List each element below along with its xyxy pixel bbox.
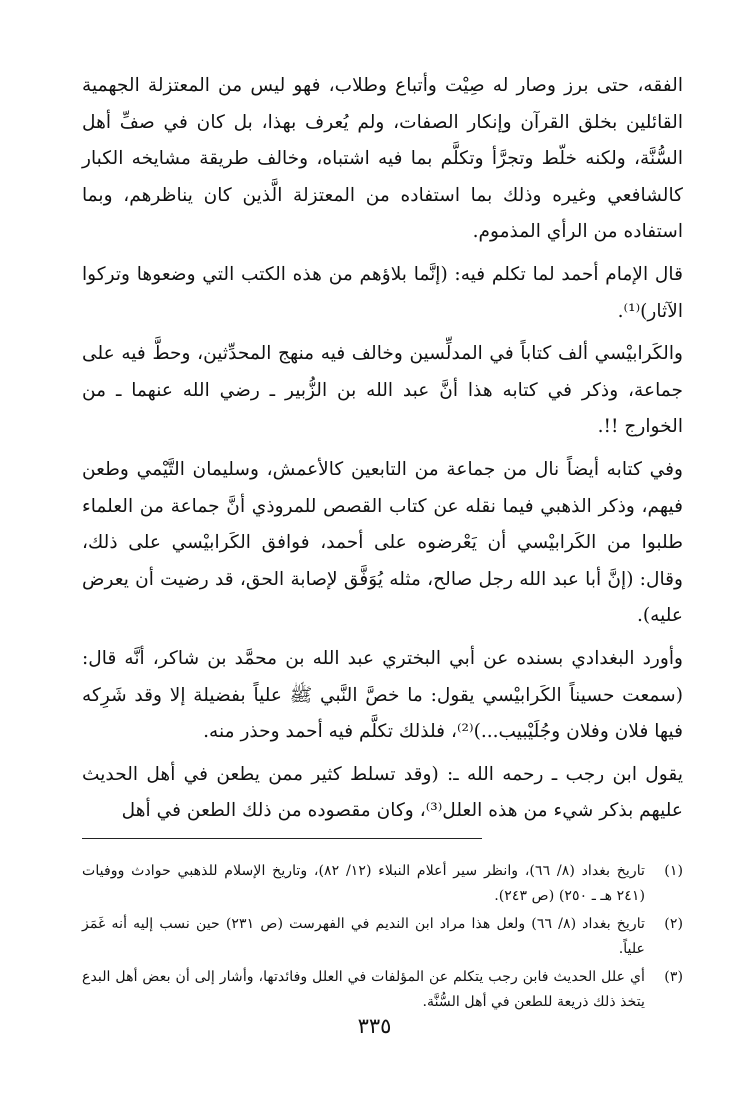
- footnote: [82, 912, 683, 962]
- footnote-divider: [82, 838, 482, 839]
- paragraph: يقول ابن رجب ـ رحمه الله ـ: (وقد تسلط كثير ممن يطعن في أهل الحديث عليهم بذكر شيء من هذه العلل⁽³⁾، وكان مقصوده من ذلك الطعن في أهل: [82, 763, 683, 822]
- footnote-number: (٢): [664, 915, 683, 932]
- main-text: [82, 68, 683, 830]
- paragraph: الفقه، حتى برز وصار له صِيْت وأتباع وطلاب، فهو ليس من المعتزلة الجهمية القائلين بخلق القرآن وإنكار الصفات، ولم يُعرف بهذا، بل كان في صفِّ أهل السُّنَّة، ولكنه خلّط وتجرَّأ وتكلَّم بما فيه اشتباه، وخالف طريقة مشايخه الكبار كالشافعي وغيره وذلك بما استفاده من المعتزلة الَّذين كان يناظرهم، وبما استفاده من الرأي المذموم.: [82, 75, 683, 243]
- footnote: [82, 859, 683, 909]
- footnote-text: تاريخ بغداد (٨/ ٦٦)، وانظر سير أعلام النبلاء (١٢/ ٨٢)، وتاريخ الإسلام للذهبي حوادث ووفيات (٢٤١ هـ ـ ٢٥٠) (ص ٢٤٣).: [82, 862, 645, 904]
- footnote-text: تاريخ بغداد (٨/ ٦٦) ولعل هذا مراد ابن النديم في الفهرست (ص ٢٣١) حين نسب إليه أنه غَمَز علياً.: [82, 915, 645, 957]
- page-number: ٣٣٥: [357, 1014, 392, 1038]
- footnote-text: أي علل الحديث فابن رجب يتكلم عن المؤلفات في العلل وفائدتها، وأشار إلى أن بعض أهل البدع يتخذ ذلك ذريعة للطعن في أهل السُّنَّة.: [82, 968, 645, 1010]
- paragraph: وأورد البغدادي بسنده عن أبي البختري عبد الله بن محمَّد بن شاكر، أنَّه قال: (سمعت حسيناً الكَرابيْسي يقول: ما خصَّ النَّبي ﷺ علياً بفضيلة إلا وقد شَرِكه فيها فلان وفلان وجُلَيْبيب...)⁽²⁾، فلذلك تكلَّم فيه أحمد وحذر منه.: [82, 647, 683, 743]
- footnote-number: (٣): [664, 968, 683, 985]
- footnote: [82, 965, 683, 1015]
- paragraph: وفي كتابه أيضاً نال من جماعة من التابعين كالأعمش، وسليمان التَّيْمي وطعن فيهم، وذكر الذهبي فيما نقله عن كتاب القصص للمروذي أنَّ جماعة من العلماء طلبوا من الكَرابيْسي أن يَعْرضوه على أحمد، فوافق الكَرابيْسي على ذلك، وقال: (إنَّ أبا عبد الله رجل صالح، مثله يُوَفَّق لإصابة الحق، قد رضيت أن يعرض عليه).: [82, 458, 683, 627]
- footnote-number: (١): [664, 862, 683, 879]
- paragraph: والكَرابيْسي ألف كتاباً في المدلِّسين وخالف فيه منهج المحدِّثين، وحطَّ فيه على جماعة، وذكر في كتابه هذا أنَّ عبد الله بن الزُّبير ـ رضي الله عنهما ـ من الخوارج !!.: [82, 343, 683, 438]
- paragraph: قال الإمام أحمد لما تكلم فيه: (إنَّما بلاؤهم من هذه الكتب التي وضعوها وتركوا الآثار)⁽¹⁾.: [82, 263, 683, 322]
- footnotes: [82, 859, 683, 1015]
